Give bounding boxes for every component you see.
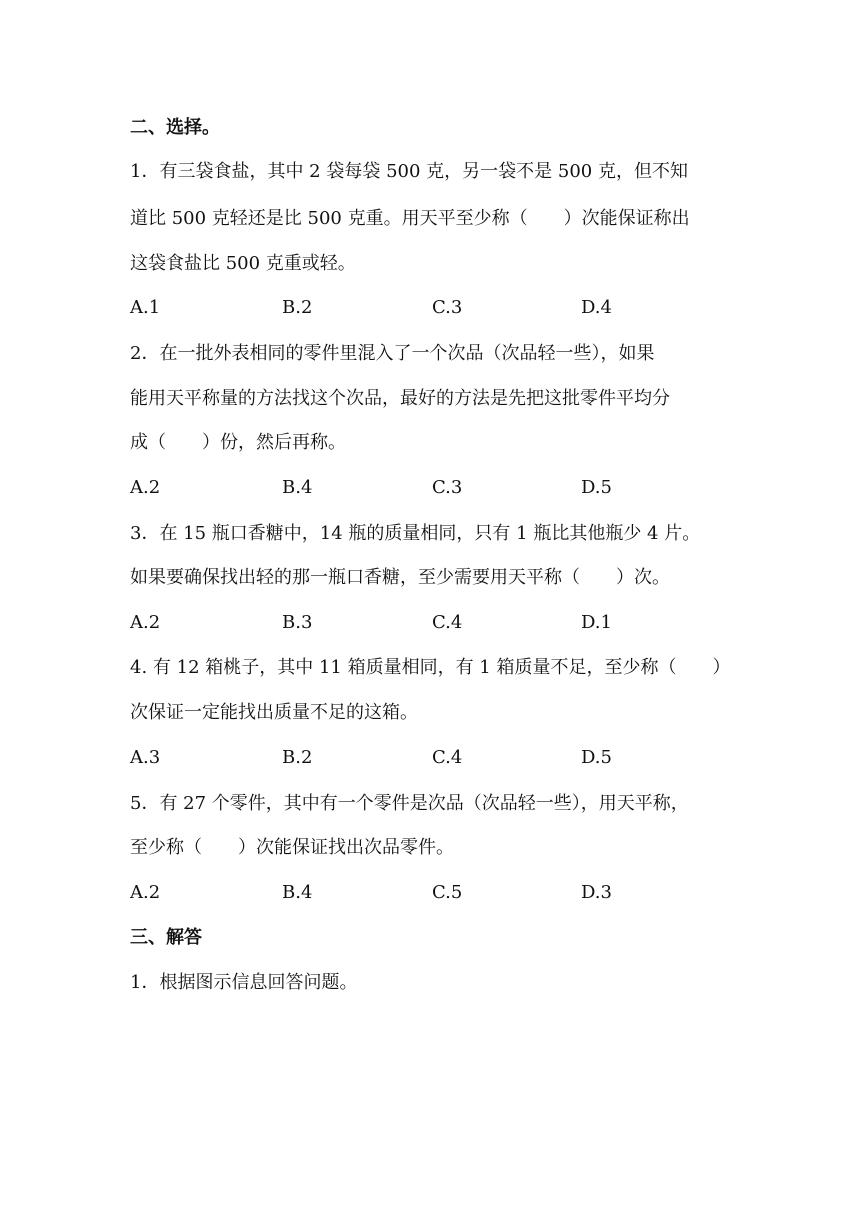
question-1-option-c: C.3 bbox=[432, 297, 463, 318]
question-5-option-a: A.2 bbox=[130, 882, 161, 903]
question-2-line-1: 2．在一批外表相同的零件里混入了一个次品（次品轻一些），如果 bbox=[130, 343, 655, 364]
question-3-line-1: 3．在 15 瓶口香糖中，14 瓶的质量相同，只有 1 瓶比其他瓶少 4 片。 bbox=[130, 523, 701, 544]
question-3-option-c: C.4 bbox=[432, 612, 463, 633]
question-2-line-3: 成（ ）份，然后再称。 bbox=[130, 432, 346, 453]
question-2-option-c: C.3 bbox=[432, 477, 463, 498]
section-heading-answer: 三、解答 bbox=[130, 927, 202, 948]
question-5-option-c: C.5 bbox=[432, 882, 463, 903]
question-4-option-b: B.2 bbox=[282, 747, 313, 768]
question-3-option-a: A.2 bbox=[130, 612, 161, 633]
question-1-option-d: D.4 bbox=[581, 297, 612, 318]
section-heading-choice: 二、选择。 bbox=[130, 117, 220, 138]
question-5-line-1: 5．有 27 个零件，其中有一个零件是次品（次品轻一些），用天平称， bbox=[130, 793, 689, 814]
question-3-line-2: 如果要确保找出轻的那一瓶口香糖，至少需要用天平称（ ）次。 bbox=[130, 567, 670, 588]
question-3-option-b: B.3 bbox=[282, 612, 313, 633]
question-2-option-d: D.5 bbox=[581, 477, 612, 498]
answer-item-1: 1．根据图示信息回答问题。 bbox=[130, 972, 358, 993]
question-2-line-2: 能用天平称量的方法找这个次品，最好的方法是先把这批零件平均分 bbox=[130, 388, 670, 409]
question-4-line-1: 4. 有 12 箱桃子，其中 11 箱质量相同，有 1 箱质量不足，至少称（ ） bbox=[130, 657, 731, 678]
question-5-option-b: B.4 bbox=[282, 882, 313, 903]
question-1-line-1: 1．有三袋食盐，其中 2 袋每袋 500 克，另一袋不是 500 克，但不知 bbox=[130, 161, 688, 182]
question-3-option-d: D.1 bbox=[581, 612, 612, 633]
question-4-line-2: 次保证一定能找出质量不足的这箱。 bbox=[130, 702, 418, 723]
question-4-option-a: A.3 bbox=[130, 747, 161, 768]
question-1-line-3: 这袋食盐比 500 克重或轻。 bbox=[130, 253, 356, 274]
question-5-line-2: 至少称（ ）次能保证找出次品零件。 bbox=[130, 837, 454, 858]
question-1-option-a: A.1 bbox=[130, 297, 161, 318]
question-2-option-a: A.2 bbox=[130, 477, 161, 498]
question-4-option-d: D.5 bbox=[581, 747, 612, 768]
question-2-option-b: B.4 bbox=[282, 477, 313, 498]
question-4-option-c: C.4 bbox=[432, 747, 463, 768]
question-1-option-b: B.2 bbox=[282, 297, 313, 318]
question-1-line-2: 道比 500 克轻还是比 500 克重。用天平至少称（ ）次能保证称出 bbox=[130, 208, 690, 229]
question-5-option-d: D.3 bbox=[581, 882, 612, 903]
